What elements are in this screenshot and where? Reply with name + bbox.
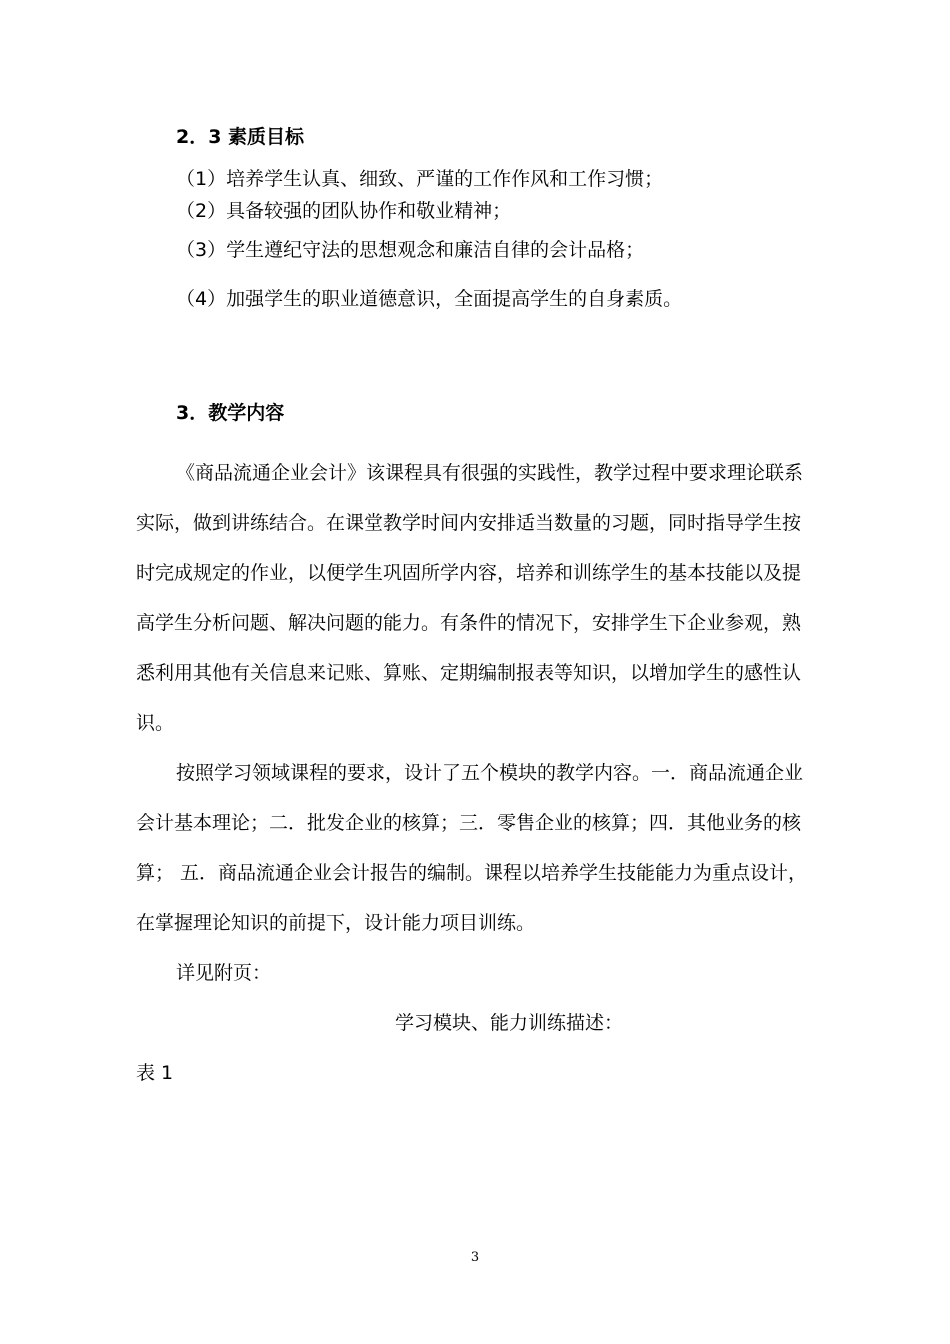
table-caption: 学习模块、能力训练描述：	[395, 1012, 624, 1034]
quality-goal-item-3: （3）学生遵纪守法的思想观念和廉洁自律的会计品格；	[176, 239, 645, 261]
quality-goal-item-4: （4）加强学生的职业道德意识，全面提高学生的自身素质。	[176, 288, 683, 310]
table-label: 表 1	[136, 1062, 174, 1084]
paragraph-1-line-1: 《商品流通企业会计》该课程具有很强的实践性，教学过程中要求理论联系	[176, 462, 804, 484]
paragraph-1-line-2: 实际，做到讲练结合。在课堂教学时间内安排适当数量的习题，同时指导学生按	[136, 512, 802, 534]
paragraph-2-line-1: 按照学习领域课程的要求，设计了五个模块的教学内容。一．商品流通企业	[176, 762, 804, 784]
section-3-heading: 3．教学内容	[176, 402, 285, 424]
paragraph-2-line-4: 在掌握理论知识的前提下，设计能力项目训练。	[136, 912, 536, 934]
paragraph-1-line-5: 悉利用其他有关信息来记账、算账、定期编制报表等知识，以增加学生的感性认	[136, 662, 802, 684]
quality-goal-item-2: （2）具备较强的团队协作和敬业精神；	[176, 200, 512, 222]
see-appendix-text: 详见附页：	[176, 962, 272, 984]
section-2-3-heading: 2．3 素质目标	[176, 126, 305, 148]
paragraph-2-line-2: 会计基本理论；二．批发企业的核算；三．零售企业的核算；四．其他业务的核	[136, 812, 802, 834]
paragraph-1-line-4: 高学生分析问题、解决问题的能力。有条件的情况下，安排学生下企业参观，熟	[136, 612, 802, 634]
paragraph-2-line-3: 算； 五．商品流通企业会计报告的编制。课程以培养学生技能能力为重点设计，	[136, 862, 808, 884]
paragraph-1-line-6: 识。	[136, 712, 175, 734]
quality-goal-item-1: （1）培养学生认真、细致、严谨的工作作风和工作习惯；	[176, 168, 664, 190]
page-number: 3	[470, 1250, 480, 1265]
paragraph-1-line-3: 时完成规定的作业，以便学生巩固所学内容，培养和训练学生的基本技能以及提	[136, 562, 802, 584]
